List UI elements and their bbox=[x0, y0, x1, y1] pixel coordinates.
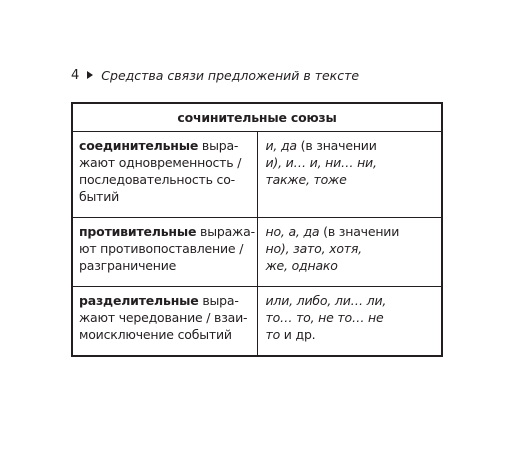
example-conjunctions: то… то, не то… не bbox=[265, 310, 384, 326]
examples-cell bbox=[257, 218, 442, 287]
example-conjunctions: и, да bbox=[265, 138, 297, 154]
example-conjunctions: но), зато, хотя, bbox=[265, 241, 362, 257]
example-note: и др. bbox=[280, 327, 316, 343]
page-header bbox=[71, 66, 359, 84]
description-text: бытий bbox=[79, 189, 120, 205]
table-row bbox=[73, 218, 442, 287]
section-title: Средства связи предложений в тексте bbox=[101, 67, 360, 83]
description-cell bbox=[73, 132, 258, 218]
example-conjunctions: и), и… и, ни… ни, bbox=[265, 155, 377, 171]
table-row bbox=[73, 132, 442, 218]
example-note: (в значении bbox=[296, 138, 377, 154]
triangle-right-icon bbox=[87, 71, 93, 79]
table-row bbox=[73, 287, 442, 356]
example-conjunctions: но, а, да bbox=[265, 224, 320, 240]
description-text: выра- bbox=[202, 293, 239, 309]
description-cell bbox=[73, 218, 258, 287]
page-number: 4 bbox=[71, 67, 80, 83]
description-text: моисключение событий bbox=[79, 327, 232, 343]
example-conjunctions: или, либо, ли… ли, bbox=[265, 293, 387, 309]
description-text: выража- bbox=[200, 224, 255, 240]
description-text: жают чередование / взаи- bbox=[79, 310, 248, 326]
description-text: жают одновременность / bbox=[79, 155, 242, 171]
example-conjunctions: то bbox=[265, 327, 281, 343]
conjunction-type-term: соединительные bbox=[79, 138, 199, 154]
examples-cell bbox=[257, 132, 442, 218]
description-text: последовательность со- bbox=[79, 172, 235, 188]
example-conjunctions: же, однако bbox=[265, 258, 338, 274]
description-text: выра- bbox=[201, 138, 239, 154]
conjunction-type-term: разделительные bbox=[79, 293, 199, 309]
description-text: ют противопоставление / bbox=[79, 241, 244, 257]
example-conjunctions: также, тоже bbox=[265, 172, 347, 188]
conjunction-type-term: противительные bbox=[79, 224, 197, 240]
description-text: разграничение bbox=[79, 258, 177, 274]
examples-cell bbox=[257, 287, 442, 356]
conjunctions-table bbox=[71, 102, 443, 357]
example-note: (в значении bbox=[319, 224, 400, 240]
table-heading: сочинительные союзы bbox=[73, 104, 442, 132]
description-cell bbox=[73, 287, 258, 356]
